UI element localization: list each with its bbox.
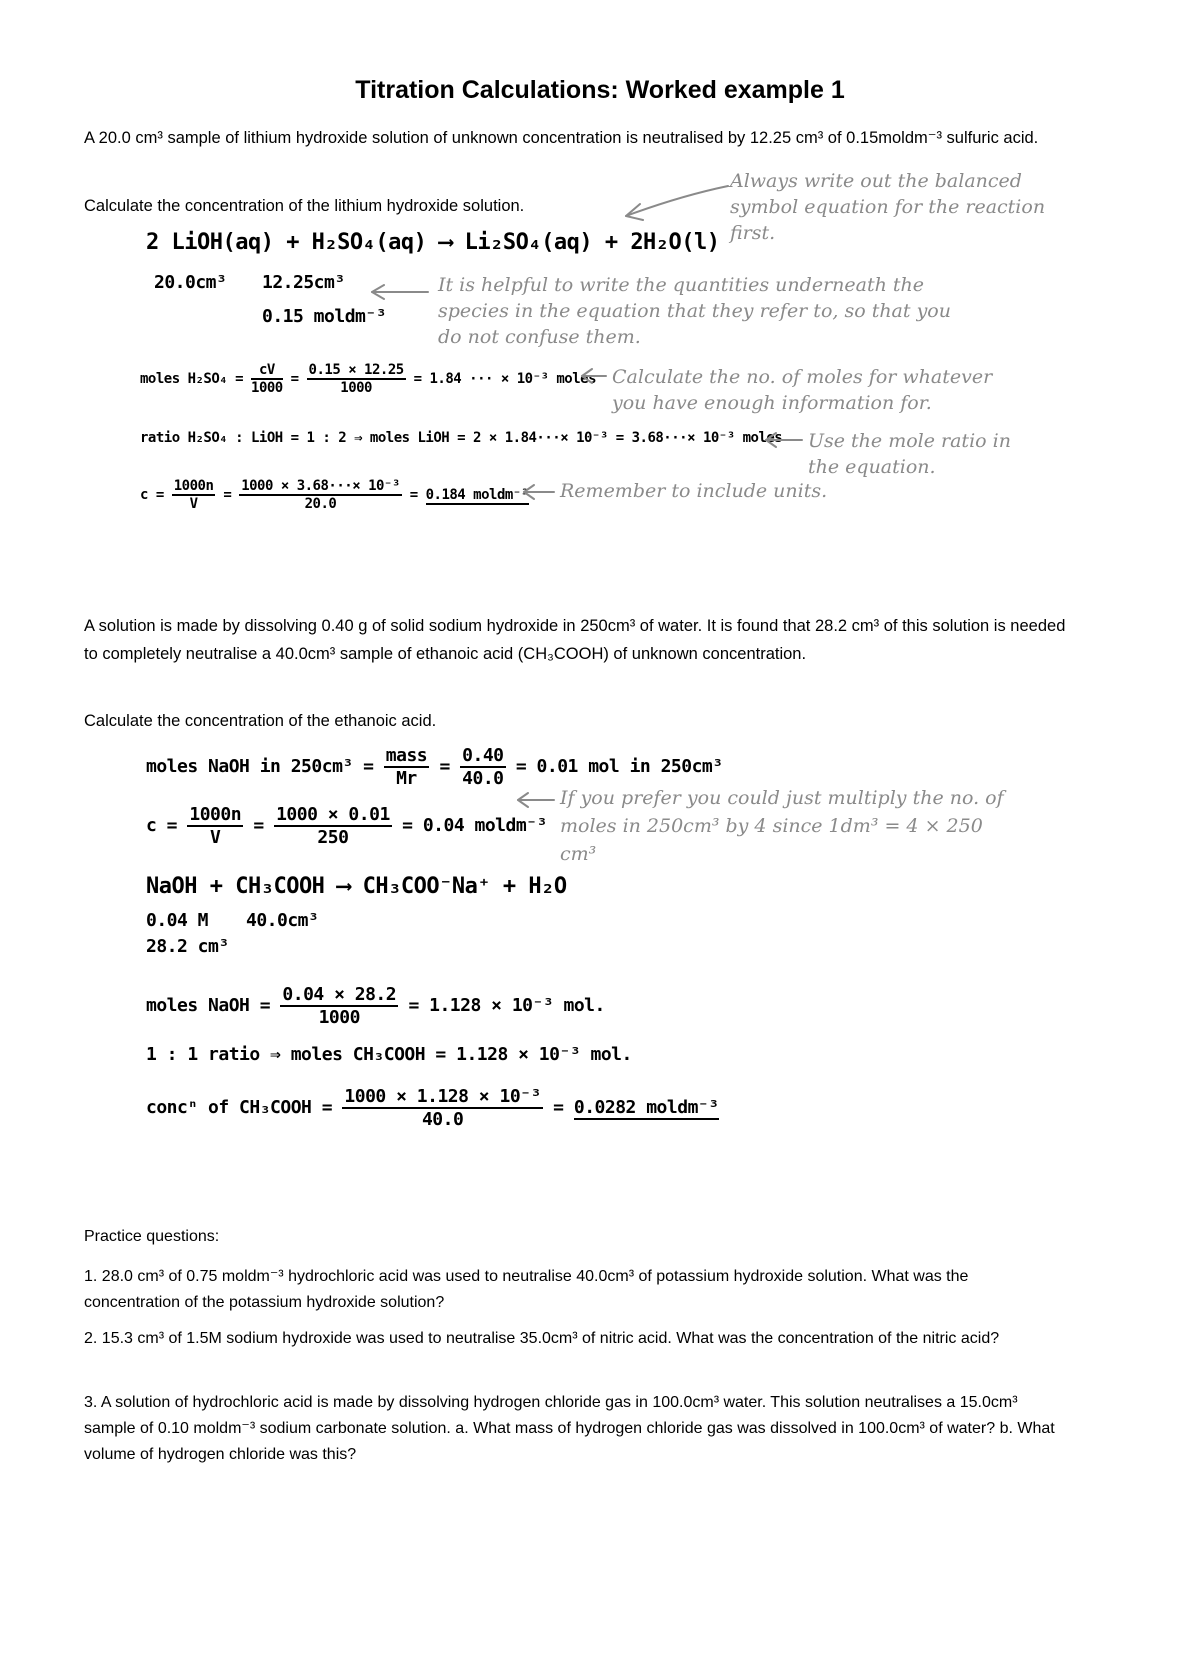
example2-task: Calculate the concentration of the ethanoic acid. [84,712,437,730]
mass-values: $\frac{0.40}{40.0}$ [462,745,504,789]
moles-label: moles NaOH in 250cm³ = [146,756,374,777]
moles-naoh-calc: $\frac{0.04 \times 28.2}{1000}$ [282,984,397,1028]
note-multiply-alternative: If you prefer you could just multiply the no. of moles in 250cm³ by 4 since 1dm³ = 4 × 250 cm³ [560,787,1004,865]
moles-calc: $\frac{0.15 \times 12.25}{1000}$ [308,362,404,396]
equals-sign: = [223,487,232,503]
moles-label: moles H₂SO₄ = [140,371,244,387]
example2-ratio-line: 1 : 1 ratio ⇒ moles CH₃COOH = 1.128 × 10⁻³ mol. [146,1044,632,1065]
example2-qty-naoh-conc: 0.04 M [146,910,209,931]
practice-question-2: 2. 15.3 cm³ of 1.5M sodium hydroxide was used to neutralise 35.0cm³ of nitric acid. What was the concentration of the nitric acid? [84,1330,1000,1347]
c-calc: $\frac{1000 \times 0.01}{250}$ [276,804,390,848]
example2-qty-acid-vol: 40.0cm³ [246,910,319,931]
moles-naoh-label: moles NaOH = [146,995,271,1016]
example2-qty-naoh-vol: 28.2 cm³ [146,936,229,957]
note-mole-ratio: Use the mole ratio in the equation. [808,430,1011,478]
example1-qty-acid-conc: 0.15 moldm⁻³ [262,306,387,327]
arrow-mole-ratio [766,433,802,447]
conc-result: 0.0282 moldm⁻³ [573,1097,719,1118]
c-result: = 0.04 moldm⁻³ [402,815,547,836]
c-label: c = [146,815,178,836]
page-title: Titration Calculations: Worked example 1 [355,76,845,104]
conc-label: c = [140,487,164,503]
conc-calc: $\frac{\text{1000 × 3.68···× 10⁻³}}{20.0}$ [241,478,400,512]
conc-calc: $\frac{\text{1000 × 1.128 × 10⁻³}}{40.0}$ [344,1086,541,1130]
conc-formula: $\frac{1000n}{V}$ [173,478,214,512]
example1-qty-acid-volume: 12.25cm³ [262,272,345,293]
arrow-balanced-equation [626,186,728,220]
example1-qty-lioh: 20.0cm³ [154,272,227,293]
moles-result: = 1.84 ··· × 10⁻³ moles [413,371,597,387]
example1-ratio-line: ratio H₂SO₄ : LiOH = 1 : 2 ⇒ moles LiOH = 2 × 1.84···× 10⁻³ = 3.68···× 10⁻³ moles [140,430,783,446]
moles-naoh-result: = 1.128 × 10⁻³ mol. [408,995,605,1016]
practice-question-1: 1. 28.0 cm³ of 0.75 moldm⁻³ hydrochloric acid was used to neutralise 40.0cm³ of potassium hydroxide solution. What was the concentration of the potassium hydroxide solution? [84,1268,969,1311]
equals-sign: = [409,487,418,503]
arrow-calculate-moles [582,369,606,383]
practice-question-3: 3. A solution of hydrochloric acid is made by dissolving hydrogen chloride gas in 100.0cm³ water. This solution neutralises a 15.0cm³ sample of 0.10 moldm⁻³ sodium carbonate solution. a. What mass of hydrogen chloride gas was dissolved in 100.0cm³ of water? b. What volume of hydrogen chloride was this? [84,1394,1055,1463]
example2-question: A solution is made by dissolving 0.40 g of solid sodium hydroxide in 250cm³ of water. It is found that 28.2 cm³ of this solution is needed to completely neutralise a 40.0cm³ sample of ethanoic acid (CH₃COOH) of unknown concentration. [84,617,1066,663]
equals-sign: = [253,815,264,836]
conc-result: 0.184 moldm⁻³ [425,487,529,503]
arrow-write-quantities [372,285,428,299]
note-include-units: Remember to include units. [560,480,828,502]
note-calculate-moles: Calculate the no. of moles for whatever you have enough information for. [612,366,993,414]
moles-formula: $\frac{cV}{1000}$ [251,362,283,396]
note-write-quantities: It is helpful to write the quantities underneath the species in the equation that they refer to, so that you do not confuse them. [438,274,951,348]
example1-task: Calculate the concentration of the lithium hydroxide solution. [84,197,525,215]
note-balanced-equation: Always write out the balanced symbol equation for the reaction first. [730,170,1046,244]
conc-label: concⁿ of CH₃COOH = [146,1097,333,1118]
example2-equation: NaOH + CH₃COOH ⟶ CH₃COO⁻Na⁺ + H₂O [146,874,567,899]
equals-sign: = [553,1097,564,1118]
moles-result: = 0.01 mol in 250cm³ [515,756,723,777]
practice-heading: Practice questions: [84,1228,220,1245]
arrow-include-units [524,485,554,499]
example1-question: A 20.0 cm³ sample of lithium hydroxide solution of unknown concentration is neutralised by 12.25 cm³ of 0.15moldm⁻³ sulfuric acid. [84,129,1039,147]
example1-equation: 2 LiOH(aq) + H₂SO₄(aq) ⟶ Li₂SO₄(aq) + 2H₂O(l) [146,230,720,255]
c-formula: $\frac{1000n}{V}$ [189,804,242,848]
equals-sign: = [439,756,450,777]
mass-formula: $\frac{\text{mass}}{Mr}$ [385,745,428,789]
equals-sign: = [290,371,299,387]
arrow-multiply-alternative [518,793,554,807]
